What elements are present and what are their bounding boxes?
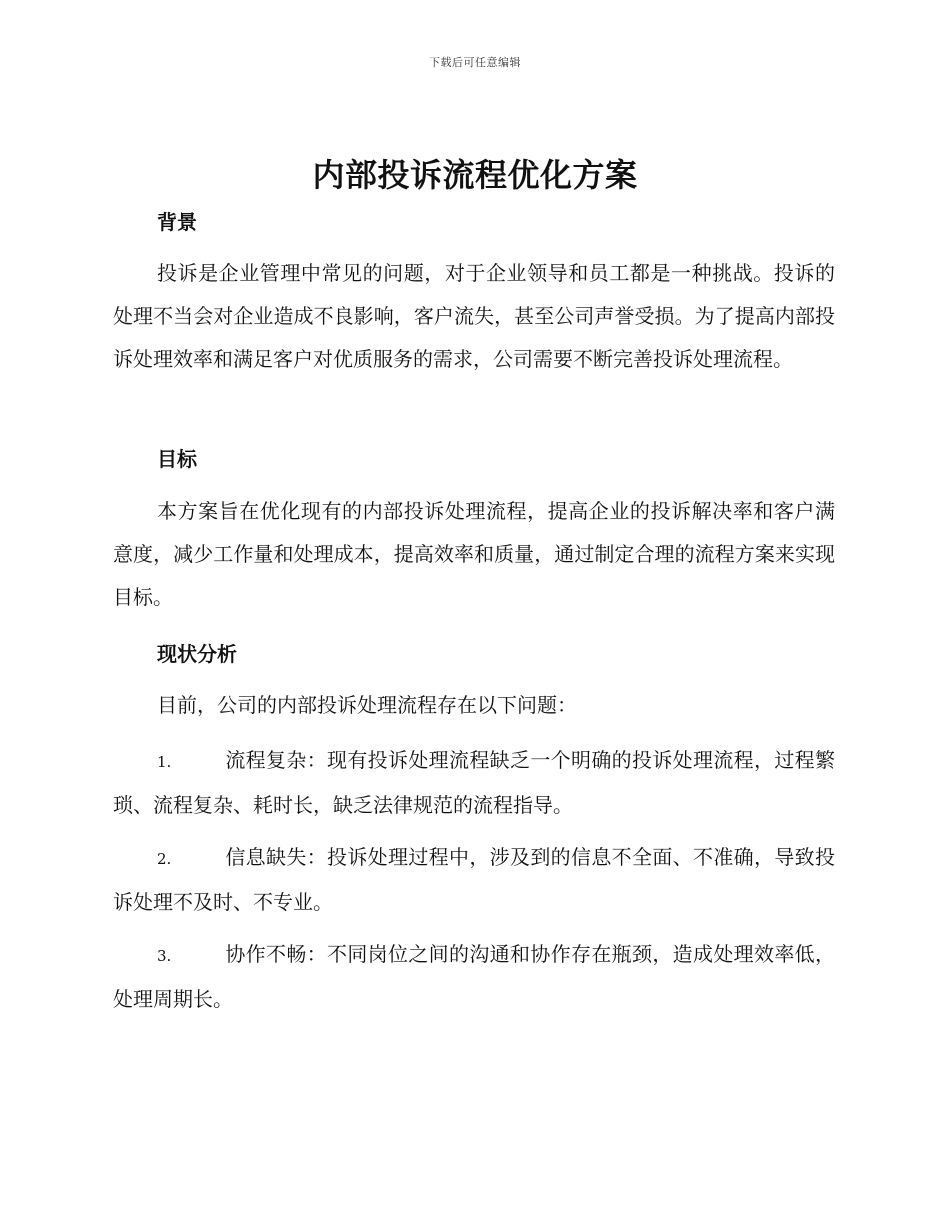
list-item xyxy=(113,739,835,827)
paragraph-goal: 本方案旨在优化现有的内部投诉处理流程，提高企业的投诉解决率和客户满意度，减少工作量和处理成本，提高效率和质量，通过制定合理的流程方案来实现目标。 xyxy=(113,499,835,609)
list-item xyxy=(113,836,835,924)
list-item-text: 流程复杂：现有投诉处理流程缺乏一个明确的投诉处理流程，过程繁琐、流程复杂、耗时长，缺乏法律规范的流程指导。 xyxy=(113,748,835,817)
list-item-text: 协作不畅：不同岗位之间的沟通和协作存在瓶颈，造成处理效率低，处理周期长。 xyxy=(113,942,835,1011)
list-item xyxy=(113,933,835,1021)
list-item-number: 3. xyxy=(157,947,172,965)
analysis-intro: 目前，公司的内部投诉处理流程存在以下问题： xyxy=(157,693,577,717)
page-header-note: 下载后可任意编辑 xyxy=(429,56,521,69)
paragraph-background: 投诉是企业管理中常见的问题，对于企业领导和员工都是一种挑战。投诉的处理不当会对企业造成不良影响，客户流失，甚至公司声誉受损。为了提高内部投诉处理效率和满足客户对优质服务的需求，公司需要不断完善投诉处理流程。 xyxy=(113,261,835,371)
document-title: 内部投诉流程优化方案 xyxy=(312,156,638,194)
list-item-number: 2. xyxy=(157,850,172,868)
section-heading-analysis: 现状分析 xyxy=(157,642,237,666)
section-heading-goal: 目标 xyxy=(157,447,197,471)
section-heading-background: 背景 xyxy=(157,210,197,234)
list-item-text: 信息缺失：投诉处理过程中，涉及到的信息不全面、不准确，导致投诉处理不及时、不专业。 xyxy=(113,845,835,914)
list-item-number: 1. xyxy=(157,753,172,771)
